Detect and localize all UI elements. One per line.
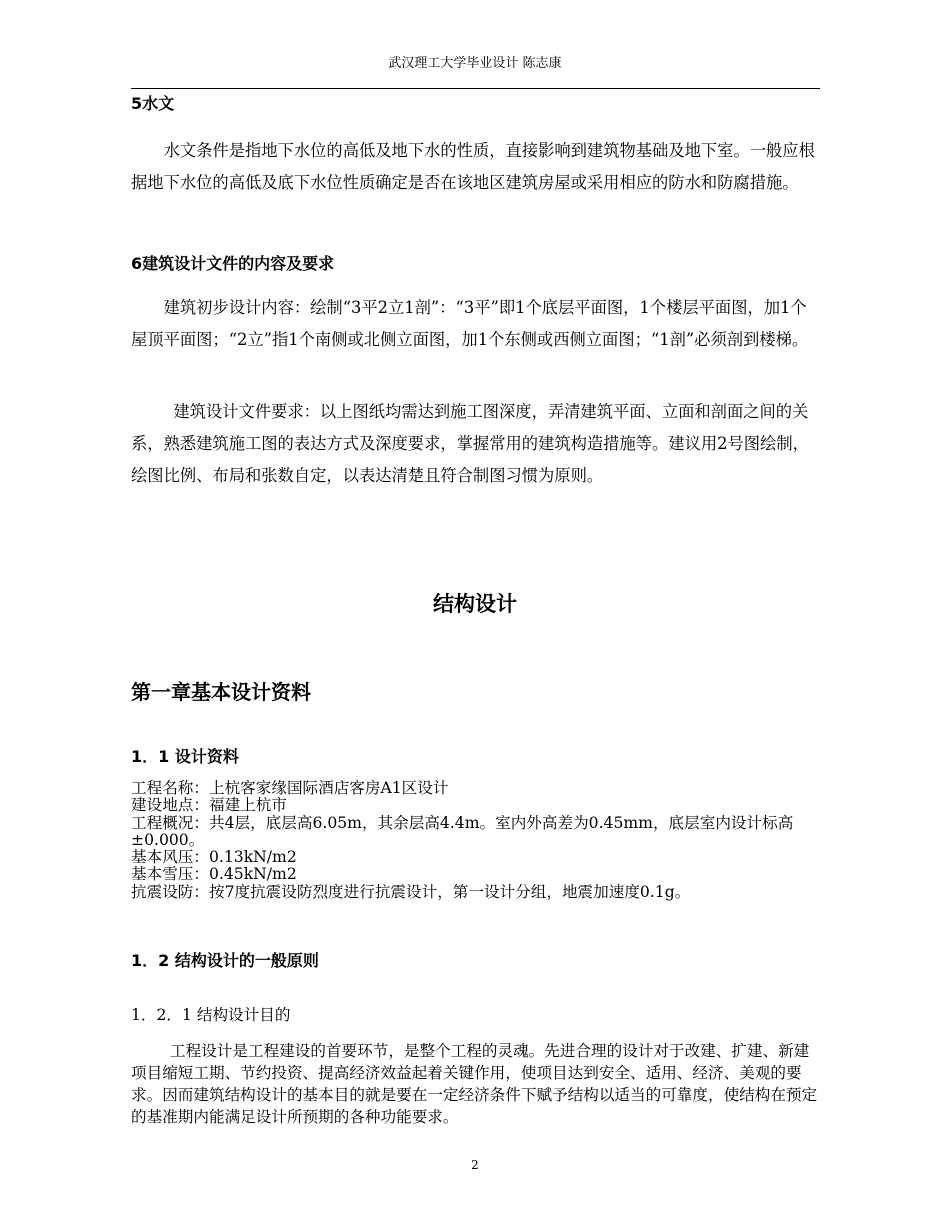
design-data-item: 基本雪压：0.45kN/m2 — [131, 865, 297, 884]
design-data-item: 建设地点：福建上杭市 — [131, 796, 287, 815]
section-1-2-title: 1．2 结构设计的一般原则 — [131, 951, 319, 970]
section-5-body: 水文条件是指地下水位的高低及地下水的性质，直接影响到建筑物基础及地下室。一般应根据地下水位的高低及底下水位性质确定是否在该地区建筑房屋或采用相应的防水和防腐措施。 — [131, 141, 815, 192]
subsection-1-2-1-title: 1．2．1 结构设计目的 — [131, 1006, 291, 1024]
page-header: 武汉理工大学毕业设计 陈志康 — [388, 56, 562, 71]
page-number: 2 — [471, 1158, 479, 1172]
design-data-item: 工程概况：共4层，底层高6.05m，其余层高4.4m。室内外高差为0.45mm，底层室内设计标高±0.000。 — [131, 813, 794, 849]
section-6-body-1: 建筑初步设计内容：绘制“3平2立1剖”：“3平”即1个底层平面图，1个楼层平面图，加1个屋顶平面图；“2立”指1个南侧或北侧立面图，加1个东侧或西侧立面图；“1剖”必须剖到楼梯。 — [131, 298, 809, 349]
subsection-1-2-1-body: 工程设计是工程建设的首要环节，是整个工程的灵魂。先进合理的设计对于改建、扩建、新建项目缩短工期、节约投资、提高经济效益起着关键作用，使项目达到安全、适用、经济、美观的要求。因而建筑结构设计的基本目的就是要在一定经济条件下赋予结构以适当的可靠度，使结构在预定的基准期内能满足设计所预期的各种功能要求。 — [131, 1042, 818, 1126]
design-data-item: 抗震设防：按7度抗震设防烈度进行抗震设计，第一设计分组，地震加速度0.1g。 — [131, 882, 691, 901]
header-divider — [131, 88, 820, 89]
section-1-1-title: 1．1 设计资料 — [131, 747, 239, 766]
chapter-title: 第一章基本设计资料 — [131, 680, 311, 704]
design-data-item: 工程名称：上杭客家缘国际酒店客房A1区设计 — [131, 779, 449, 797]
section-6-title: 6建筑设计文件的内容及要求 — [131, 254, 335, 273]
section-5-title: 5水文 — [131, 94, 175, 113]
design-data-item: 基本风压：0.13kN/m2 — [131, 848, 297, 867]
part-title: 结构设计 — [433, 592, 517, 616]
design-data-list — [131, 780, 826, 901]
section-6-body-2: 建筑设计文件要求：以上图纸均需达到施工图深度，弄清建筑平面、立面和剖面之间的关系，熟悉建筑施工图的表达方式及深度要求，掌握常用的建筑构造措施等。建议用2号图绘制，绘图比例、布局和张数自定，以表达清楚且符合制图习惯为原则。 — [131, 402, 809, 485]
